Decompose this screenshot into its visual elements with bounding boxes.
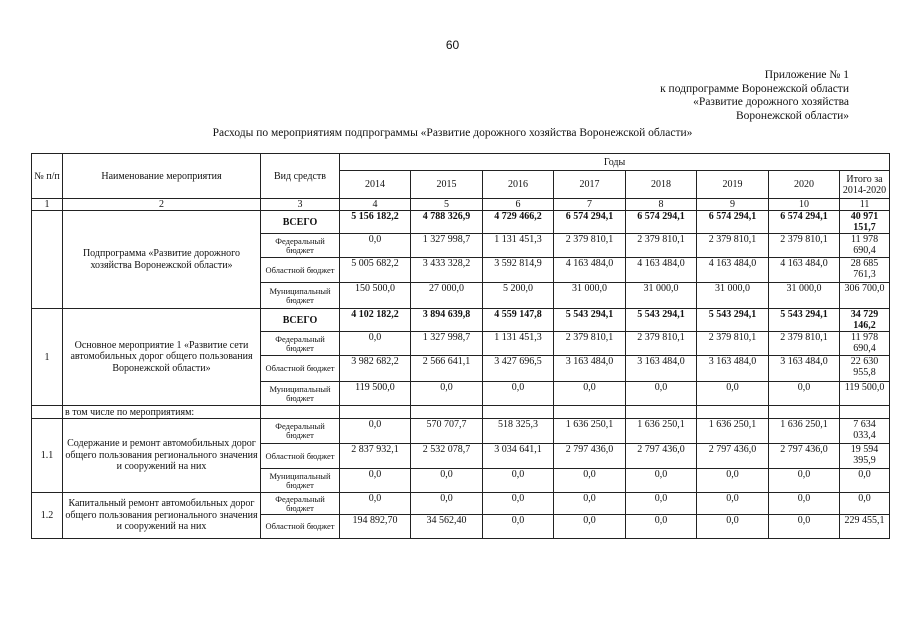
value-cell: 0,0	[483, 493, 554, 515]
value-cell: 11 978 690,4	[840, 234, 890, 258]
column-number: 10	[769, 199, 840, 211]
value-cell: 31 000,0	[554, 283, 626, 309]
value-cell: 27 000,0	[411, 283, 483, 309]
expenses-table	[31, 153, 890, 539]
value-cell: 0,0	[697, 493, 769, 515]
value-cell: 1 327 998,7	[411, 234, 483, 258]
column-number: 2	[63, 199, 261, 211]
page-number: 60	[445, 38, 460, 52]
empty-cell	[626, 406, 697, 419]
value-cell: 3 982 682,2	[340, 356, 411, 382]
value-cell: 40 971 151,7	[840, 211, 890, 234]
value-cell: 2 379 810,1	[769, 332, 840, 356]
header-num: № п/п	[32, 154, 63, 199]
value-cell: 0,0	[554, 469, 626, 493]
value-cell: 3 592 814,9	[483, 258, 554, 283]
value-cell: 194 892,70	[340, 515, 411, 539]
value-cell: 1 327 998,7	[411, 332, 483, 356]
value-cell: 2 797 436,0	[626, 444, 697, 469]
empty-cell	[697, 406, 769, 419]
value-cell: 2 797 436,0	[769, 444, 840, 469]
appendix-line: Приложение № 1	[764, 69, 849, 81]
value-cell: 0,0	[697, 515, 769, 539]
value-cell: 2 837 932,1	[340, 444, 411, 469]
header-year: 2014	[340, 171, 411, 199]
column-number: 1	[32, 199, 63, 211]
value-cell: 2 797 436,0	[697, 444, 769, 469]
column-number: 5	[411, 199, 483, 211]
value-cell: 3 894 639,8	[411, 309, 483, 332]
value-cell: 11 978 690,4	[840, 332, 890, 356]
column-number: 9	[697, 199, 769, 211]
value-cell: 6 574 294,1	[554, 211, 626, 234]
value-cell: 5 543 294,1	[697, 309, 769, 332]
value-cell: 22 630 955,8	[840, 356, 890, 382]
value-cell: 7 634 033,4	[840, 419, 890, 444]
empty-cell	[483, 406, 554, 419]
funding-source: Областной бюджет	[261, 356, 340, 382]
value-cell: 2 532 078,7	[411, 444, 483, 469]
value-cell: 0,0	[697, 382, 769, 406]
value-cell: 3 163 484,0	[769, 356, 840, 382]
value-cell: 2 379 810,1	[697, 234, 769, 258]
value-cell: 0,0	[769, 515, 840, 539]
value-cell: 0,0	[340, 234, 411, 258]
value-cell: 0,0	[626, 493, 697, 515]
value-cell: 5 005 682,2	[340, 258, 411, 283]
value-cell: 34 562,40	[411, 515, 483, 539]
value-cell: 0,0	[411, 382, 483, 406]
empty-cell	[840, 406, 890, 419]
funding-source: Федеральный бюджет	[261, 332, 340, 356]
value-cell: 5 543 294,1	[769, 309, 840, 332]
value-cell: 1 131 451,3	[483, 234, 554, 258]
value-cell: 31 000,0	[769, 283, 840, 309]
value-cell: 31 000,0	[697, 283, 769, 309]
value-cell: 4 163 484,0	[769, 258, 840, 283]
header-year: 2019	[697, 171, 769, 199]
row-number: 1.1	[32, 419, 63, 493]
funding-source: Федеральный бюджет	[261, 419, 340, 444]
funding-source: Областной бюджет	[261, 444, 340, 469]
column-number: 6	[483, 199, 554, 211]
value-cell: 0,0	[769, 493, 840, 515]
value-cell: 0,0	[769, 382, 840, 406]
value-cell: 1 131 451,3	[483, 332, 554, 356]
funding-source: ВСЕГО	[261, 211, 340, 234]
value-cell: 1 636 250,1	[554, 419, 626, 444]
empty-cell	[554, 406, 626, 419]
value-cell: 2 379 810,1	[769, 234, 840, 258]
value-cell: 3 433 328,2	[411, 258, 483, 283]
value-cell: 1 636 250,1	[626, 419, 697, 444]
column-number: 4	[340, 199, 411, 211]
value-cell: 4 163 484,0	[697, 258, 769, 283]
value-cell: 2 379 810,1	[697, 332, 769, 356]
header-name: Наименование мероприятия	[63, 154, 261, 199]
column-number-row	[32, 199, 890, 211]
value-cell: 0,0	[340, 469, 411, 493]
value-cell: 150 500,0	[340, 283, 411, 309]
header-year: 2017	[554, 171, 626, 199]
document-title: Расходы по мероприятиям подпрограммы «Развитие дорожного хозяйства Воронежской области»	[212, 127, 693, 139]
value-cell: 3 163 484,0	[554, 356, 626, 382]
value-cell: 3 163 484,0	[697, 356, 769, 382]
value-cell: 0,0	[769, 469, 840, 493]
value-cell: 6 574 294,1	[697, 211, 769, 234]
value-cell: 3 034 641,1	[483, 444, 554, 469]
value-cell: 0,0	[483, 469, 554, 493]
funding-source: Федеральный бюджет	[261, 234, 340, 258]
value-cell: 0,0	[411, 469, 483, 493]
row-number	[32, 211, 63, 309]
funding-source: Областной бюджет	[261, 515, 340, 539]
value-cell: 4 559 147,8	[483, 309, 554, 332]
value-cell: 0,0	[554, 493, 626, 515]
column-number: 11	[840, 199, 890, 211]
value-cell: 2 566 641,1	[411, 356, 483, 382]
value-cell: 1 636 250,1	[769, 419, 840, 444]
value-cell: 0,0	[554, 382, 626, 406]
value-cell: 5 543 294,1	[554, 309, 626, 332]
table-row	[32, 211, 890, 234]
table-row	[32, 406, 890, 419]
value-cell: 2 379 810,1	[626, 332, 697, 356]
value-cell: 0,0	[340, 493, 411, 515]
event-name: Содержание и ремонт автомобильных дорог общего пользования регионального значения и сооружений на них	[63, 419, 261, 493]
table-row	[32, 309, 890, 332]
funding-source: ВСЕГО	[261, 309, 340, 332]
value-cell: 119 500,0	[840, 382, 890, 406]
header-year: 2018	[626, 171, 697, 199]
value-cell: 0,0	[340, 332, 411, 356]
funding-source: Федеральный бюджет	[261, 493, 340, 515]
appendix-note	[660, 69, 849, 123]
value-cell: 0,0	[483, 515, 554, 539]
value-cell: 3 427 696,5	[483, 356, 554, 382]
value-cell: 1 636 250,1	[697, 419, 769, 444]
empty-cell	[261, 406, 340, 419]
row-number: 1.2	[32, 493, 63, 539]
event-name: Подпрограмма «Развитие дорожного хозяйства Воронежской области»	[63, 211, 261, 309]
value-cell: 4 163 484,0	[626, 258, 697, 283]
table-body	[32, 211, 890, 539]
event-name: Основное мероприятие 1 «Развитие сети автомобильных дорог общего пользования Воронежской области»	[63, 309, 261, 406]
header-year: 2015	[411, 171, 483, 199]
funding-source: Областной бюджет	[261, 258, 340, 283]
funding-source: Муниципальный бюджет	[261, 283, 340, 309]
value-cell: 0,0	[840, 469, 890, 493]
appendix-line: Воронежской области»	[736, 109, 849, 122]
row-number: 1	[32, 309, 63, 406]
value-cell: 34 729 146,2	[840, 309, 890, 332]
value-cell: 0,0	[554, 515, 626, 539]
table-row	[32, 419, 890, 444]
value-cell: 2 379 810,1	[554, 234, 626, 258]
row-number	[32, 406, 63, 419]
value-cell: 19 594 395,9	[840, 444, 890, 469]
empty-cell	[340, 406, 411, 419]
value-cell: 3 163 484,0	[626, 356, 697, 382]
value-cell: 2 379 810,1	[626, 234, 697, 258]
value-cell: 0,0	[626, 515, 697, 539]
empty-cell	[411, 406, 483, 419]
value-cell: 0,0	[840, 493, 890, 515]
empty-cell	[769, 406, 840, 419]
header-years-group: Годы	[340, 154, 890, 171]
value-cell: 4 163 484,0	[554, 258, 626, 283]
value-cell: 4 788 326,9	[411, 211, 483, 234]
funding-source: Муниципальный бюджет	[261, 469, 340, 493]
value-cell: 0,0	[411, 493, 483, 515]
column-number: 3	[261, 199, 340, 211]
value-cell: 570 707,7	[411, 419, 483, 444]
value-cell: 6 574 294,1	[769, 211, 840, 234]
header-total: Итого за 2014-2020	[840, 171, 890, 199]
value-cell: 31 000,0	[626, 283, 697, 309]
column-number: 7	[554, 199, 626, 211]
value-cell: 5 156 182,2	[340, 211, 411, 234]
header-source: Вид средств	[261, 154, 340, 199]
header-year: 2020	[769, 171, 840, 199]
value-cell: 0,0	[626, 469, 697, 493]
value-cell: 28 685 761,3	[840, 258, 890, 283]
event-name: Капитальный ремонт автомобильных дорог общего пользования регионального значения и сооружений на них	[63, 493, 261, 539]
value-cell: 0,0	[340, 419, 411, 444]
value-cell: 4 729 466,2	[483, 211, 554, 234]
value-cell: 119 500,0	[340, 382, 411, 406]
value-cell: 229 455,1	[840, 515, 890, 539]
value-cell: 2 797 436,0	[554, 444, 626, 469]
funding-source: Муниципальный бюджет	[261, 382, 340, 406]
including-label: в том числе по мероприятиям:	[63, 406, 261, 419]
appendix-line: к подпрограмме Воронежской области	[660, 82, 849, 95]
value-cell: 518 325,3	[483, 419, 554, 444]
value-cell: 5 200,0	[483, 283, 554, 309]
value-cell: 6 574 294,1	[626, 211, 697, 234]
value-cell: 306 700,0	[840, 283, 890, 309]
header-year: 2016	[483, 171, 554, 199]
appendix-line: «Развитие дорожного хозяйства	[693, 96, 849, 108]
value-cell: 0,0	[483, 382, 554, 406]
value-cell: 4 102 182,2	[340, 309, 411, 332]
value-cell: 0,0	[697, 469, 769, 493]
table-row	[32, 493, 890, 515]
value-cell: 2 379 810,1	[554, 332, 626, 356]
column-number: 8	[626, 199, 697, 211]
value-cell: 0,0	[626, 382, 697, 406]
value-cell: 5 543 294,1	[626, 309, 697, 332]
